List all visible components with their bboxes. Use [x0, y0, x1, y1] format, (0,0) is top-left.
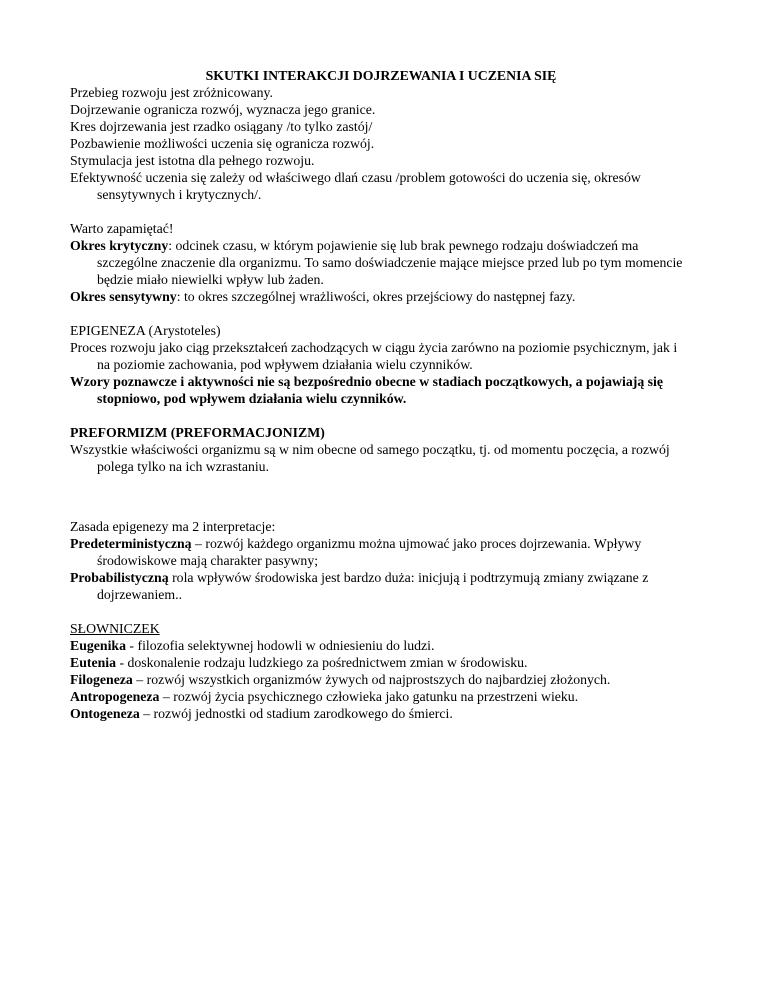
glossary-entry-ontogeneza — [70, 705, 692, 722]
glossary-entry-filogeneza — [70, 671, 692, 688]
glossary-definition: - doskonalenie rodzaju ludzkiego za pośrednictwem zmian w środowisku. — [116, 655, 528, 670]
glossary-definition: – rozwój życia psychicznego człowieka jako gatunku na przestrzeni wieku. — [159, 689, 579, 704]
epigenesis-body: Proces rozwoju jako ciąg przekształceń zachodzących w ciągu życia zarówno na poziomie psychicznym, jak i na poziomie zachowania, pod wpływem działania wielu czynników. — [70, 340, 678, 372]
spacer — [70, 407, 692, 424]
glossary-definition: – rozwój wszystkich organizmów żywych od najprostszych do najbardziej złożonych. — [132, 672, 611, 687]
intro-line-5: Stymulacja jest istotna dla pełnego rozwoju. — [70, 153, 315, 168]
document-title: SKUTKI INTERAKCJI DOJRZEWANIA I UCZENIA SIĘ — [205, 68, 557, 83]
glossary-definition: – rozwój jednostki od stadium zarodkowego do śmierci. — [139, 706, 453, 721]
glossary-definition: - filozofia selektywnej hodowli w odniesieniu do ludzi. — [125, 638, 435, 653]
preformism-body: Wszystkie właściwości organizmu są w nim obecne od samego początku, tj. od momentu poczęcia, a rozwój polega tylko na ich wzrastaniu. — [70, 442, 670, 474]
sensitive-period-definition — [70, 288, 692, 305]
spacer — [70, 203, 692, 220]
interpretation-text: rola wpływów środowiska jest bardzo duża: inicjują i podtrzymują zmiany związane z dojrzewaniem.. — [97, 570, 649, 602]
epigenesis-bold-note: Wzory poznawcze i aktywności nie są bezpośrednio obecne w stadiach początkowych, a pojawiają się stopniowo, pod wpływem działania wielu czynników. — [70, 374, 663, 406]
interpretation-term: Probabilistyczną — [70, 570, 169, 585]
intro-line-3: Kres dojrzewania jest rzadko osiągany /to tylko zastój/ — [70, 119, 373, 134]
glossary-entry-antropogeneza — [70, 688, 692, 705]
intro-line-6: Efektywność uczenia się zależy od właściwego dlań czasu /problem gotowości do uczenia się, okresów sensytywnych i krytycznych/. — [70, 170, 641, 202]
interpretation-term: Predeterministyczną — [70, 536, 192, 551]
glossary-term: Eutenia — [70, 655, 116, 670]
spacer — [70, 603, 692, 620]
glossary-term: Antropogeneza — [70, 689, 160, 704]
spacer — [70, 475, 692, 518]
spacer — [70, 305, 692, 322]
glossary-term: Eugenika — [70, 638, 126, 653]
epigenesis-heading: EPIGENEZA (Arystoteles) — [70, 323, 221, 338]
glossary-term: Ontogeneza — [70, 706, 140, 721]
sensitive-period-term: Okres sensytywny — [70, 289, 177, 304]
sensitive-period-text: : to okres szczególnej wrażliwości, okres przejściowy do następnej fazy. — [176, 289, 576, 304]
intro-line-2: Dojrzewanie ogranicza rozwój, wyznacza jego granice. — [70, 102, 376, 117]
interpretation-probabilistic — [70, 569, 692, 603]
critical-period-definition — [70, 237, 692, 288]
critical-period-term: Okres krytyczny — [70, 238, 169, 253]
remember-heading: Warto zapamiętać! — [70, 221, 174, 236]
critical-period-text: : odcinek czasu, w którym pojawienie się lub brak pewnego rodzaju doświadczeń ma szczególne znaczenie dla organizmu. To samo doświadczenie mające miejsce przed lub po tym momencie będzie miało niewielki wpływ lub żaden. — [97, 238, 683, 287]
intro-line-4: Pozbawienie możliwości uczenia się ogranicza rozwój. — [70, 136, 375, 151]
glossary-term: Filogeneza — [70, 672, 133, 687]
preformism-heading: PREFORMIZM (PREFORMACJONIZM) — [70, 425, 325, 440]
interpretation-predeterministic — [70, 535, 692, 569]
interpretation-text: – rozwój każdego organizmu można ujmować jako proces dojrzewania. Wpływy środowiskowe mają charakter pasywny; — [97, 536, 642, 568]
glossary-entry-eutenia — [70, 654, 692, 671]
interpretations-heading: Zasada epigenezy ma 2 interpretacje: — [70, 519, 276, 534]
glossary-heading: SŁOWNICZEK — [70, 621, 160, 636]
glossary-entry-eugenika — [70, 637, 692, 654]
intro-line-1: Przebieg rozwoju jest zróżnicowany. — [70, 85, 273, 100]
